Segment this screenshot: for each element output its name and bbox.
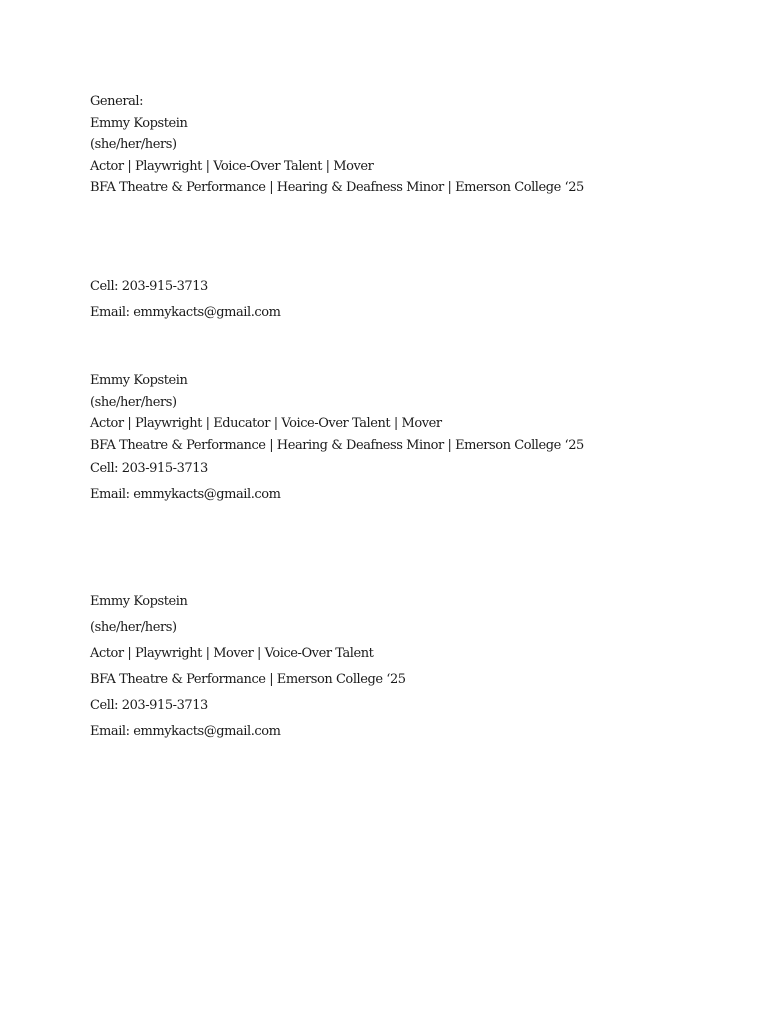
roles-line: Actor | Playwright | Voice-Over Talent | Mover — [90, 158, 374, 174]
full-name: Emmy Kopstein — [90, 115, 188, 131]
education-line: BFA Theatre & Performance | Emerson College ‘25 — [90, 672, 406, 687]
roles-line: Actor | Playwright | Mover | Voice-Over Talent — [90, 646, 374, 661]
bio-block-general — [90, 91, 584, 199]
full-name: Emmy Kopstein — [90, 373, 188, 388]
contact-block — [90, 274, 280, 326]
email-address: Email: emmykacts@gmail.com — [90, 487, 281, 502]
cell-phone: Cell: 203-915-3713 — [90, 698, 208, 713]
email-address: Email: emmykacts@gmail.com — [90, 724, 281, 739]
email-address: Email: emmykacts@gmail.com — [90, 305, 281, 320]
bio-block-short — [90, 589, 406, 745]
education-line: BFA Theatre & Performance | Hearing & Deafness Minor | Emerson College ‘25 — [90, 180, 584, 195]
cell-phone: Cell: 203-915-3713 — [90, 279, 208, 294]
pronouns: (she/her/hers) — [90, 620, 177, 635]
education-line: BFA Theatre & Performance | Hearing & Deafness Minor | Emerson College ‘25 — [90, 437, 584, 453]
full-name: Emmy Kopstein — [90, 594, 188, 609]
section-heading: General: — [90, 94, 144, 109]
cell-phone: Cell: 203-915-3713 — [90, 461, 208, 476]
roles-line: Actor | Playwright | Educator | Voice-Over Talent | Mover — [90, 416, 442, 431]
pronouns: (she/her/hers) — [90, 137, 177, 152]
pronouns: (she/her/hers) — [90, 394, 177, 410]
bio-block-educator — [90, 370, 584, 508]
